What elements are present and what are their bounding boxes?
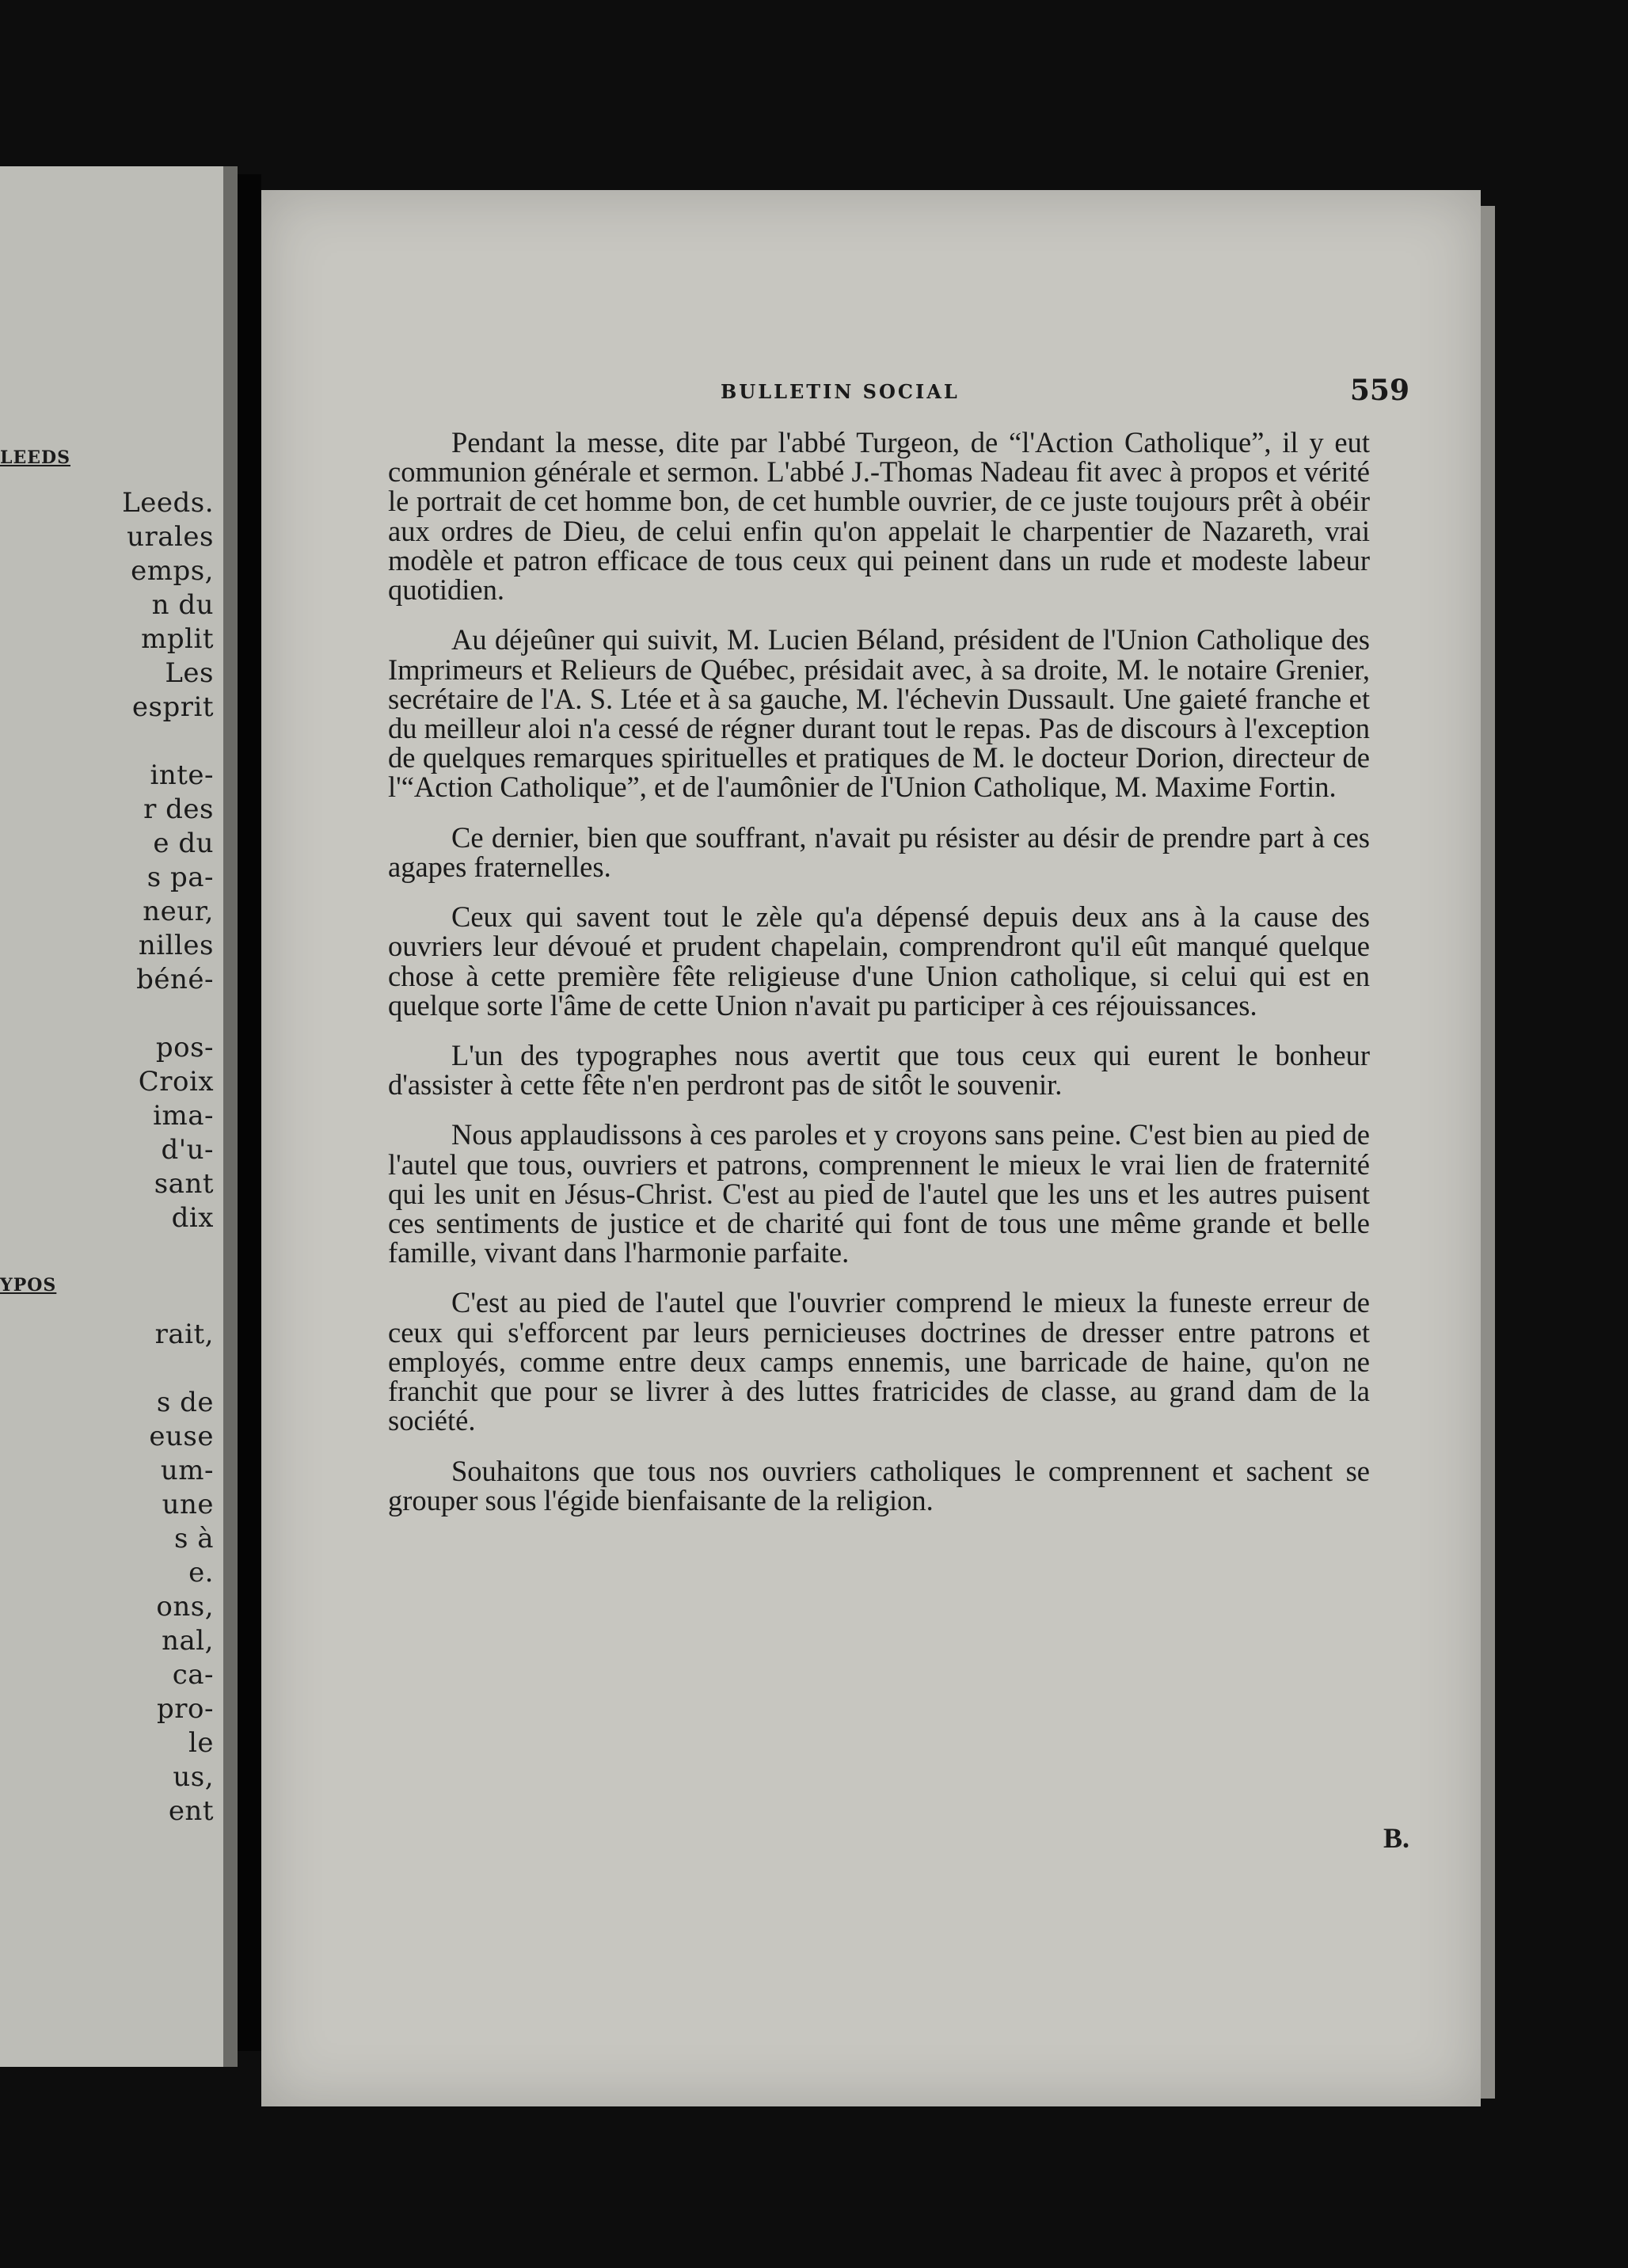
left-page-line: sant: [154, 1168, 214, 1200]
paragraph: Pendant la messe, dite par l'abbé Turgeon, de “l'Action Catholique”, il y eut communion générale et sermon. L'abbé J.-Thomas Nadeau fit avec à propos et vérité le portrait de cet homme bon, de cet humble ouvrier, de ce juste toujours prêt à obéir aux ordres de Dieu, de celui enfin qu'on appelait le charpentier de Nazareth, vrai modèle et patron efficace de tous ceux qui peinent dans un rude et modeste labeur quotidien.: [388, 426, 1370, 607]
left-page-line: emps,: [131, 555, 214, 587]
left-page-line: une: [162, 1489, 214, 1520]
left-page-line: Les: [165, 657, 214, 689]
left-page-line: nilles: [138, 930, 214, 961]
running-head: [261, 374, 1481, 412]
left-page-line: dix: [171, 1202, 214, 1234]
left-page-line: ons,: [156, 1591, 214, 1623]
left-page-line: euse: [149, 1421, 214, 1452]
left-page-line: d'u-: [161, 1134, 214, 1166]
page-number: 559: [1349, 374, 1409, 407]
book-spine: [238, 174, 261, 2051]
left-page-line: ima-: [153, 1100, 214, 1132]
left-page-line: mplit: [141, 623, 214, 655]
left-page-line: pos-: [155, 1032, 214, 1064]
left-page-line: Croix: [138, 1066, 214, 1098]
left-page-line: us,: [173, 1761, 214, 1793]
left-page-line: n du: [151, 589, 214, 621]
left-facing-page: [0, 166, 238, 2067]
left-page-line: pro-: [157, 1693, 214, 1725]
left-page-line: Leeds.: [122, 487, 214, 519]
left-page-line: esprit: [131, 691, 214, 723]
paragraph: Ce dernier, bien que souffrant, n'avait pu résister au désir de prendre part à ces agapes fraternelles.: [388, 820, 1370, 883]
left-page-line: um-: [160, 1455, 214, 1486]
left-page-line: s pa-: [146, 862, 214, 893]
left-page-line: e du: [153, 828, 214, 859]
article-body: [388, 428, 1370, 1535]
page-edge: [1481, 206, 1495, 2099]
left-page-line: ent: [168, 1795, 214, 1827]
left-page-line: r des: [143, 793, 214, 825]
paragraph: Ceux qui savent tout le zèle qu'a dépensé depuis deux ans à la cause des ouvriers leur dévoué et prudent chapelain, comprendront qu'il eût manqué quelque chose à cette première fête religieuse d'une Union catholique, si celui qui est en quelque sorte l'âme de cette Union n'avait pu participer à ces réjouissances.: [388, 900, 1370, 1022]
right-page: [261, 190, 1481, 2106]
paragraph: Nous applaudissons à ces paroles et y croyons sans peine. C'est bien au pied de l'autel que tous, ouvriers et patrons, comprennent le mieux le vrai lien de fraternité qui les unit en Jésus-Christ. C'est au pied de l'autel que les uns et les autres puisent ces sentiments de justice et de charité qui font de tous une même grande et belle famille, vivant dans l'harmonie parfaite.: [388, 1118, 1370, 1269]
left-page-gutter: [223, 166, 238, 2067]
left-heading-typos: YPOS: [0, 1275, 57, 1296]
paragraph: Au déjeûner qui suivit, M. Lucien Béland, président de l'Union Catholique des Imprimeurs et Relieurs de Québec, présidait avec, à sa droite, M. le notaire Grenier, secrétaire de l'A. S. Ltée et à sa gauche, M. l'échevin Dussault. Une gaieté franche et du meilleur aloi n'a cessé de régner durant tout le repas. Pas de discours à l'exception de quelques remarques spirituelles et pratiques de M. le docteur Dorion, directeur de l'“Action Catholique”, et de l'aumônier de l'Union Catholique, M. Maxime Fortin.: [388, 623, 1370, 804]
left-page-line: neur,: [143, 896, 214, 927]
paragraph: Souhaitons que tous nos ouvriers catholiques le comprennent et sachent se grouper sous l'égide bienfaisante de la religion.: [388, 1454, 1370, 1516]
left-heading-leeds: LEEDS: [0, 447, 70, 468]
left-page-line: rait,: [154, 1319, 214, 1350]
left-page-line: béné-: [136, 964, 214, 995]
running-title: BULLETIN SOCIAL: [721, 380, 960, 403]
paragraph: L'un des typographes nous avertit que tous ceux qui eurent le bonheur d'assister à cette fête n'en perdront pas de sitôt le souvenir.: [388, 1038, 1370, 1102]
left-page-line: nal,: [162, 1625, 214, 1657]
left-page-line: s de: [156, 1387, 214, 1418]
paragraph: C'est au pied de l'autel que l'ouvrier comprend le mieux la funeste erreur de ceux qui s'efforcent par leurs pernicieuses doctrines de dresser entre patrons et employés, comme entre deux camps ennemis, une barricade de haine, qu'on ne franchit que pour se livrer à des luttes fratricides de classe, au grand dam de la société.: [388, 1286, 1370, 1437]
left-page-line: s à: [173, 1523, 214, 1554]
left-page-line: e.: [188, 1557, 214, 1589]
left-page-line: ca-: [172, 1659, 214, 1691]
left-page-line: inte-: [150, 759, 214, 791]
left-page-line: le: [188, 1727, 214, 1759]
left-page-line: urales: [127, 521, 214, 553]
author-signature: B.: [1383, 1822, 1409, 1854]
